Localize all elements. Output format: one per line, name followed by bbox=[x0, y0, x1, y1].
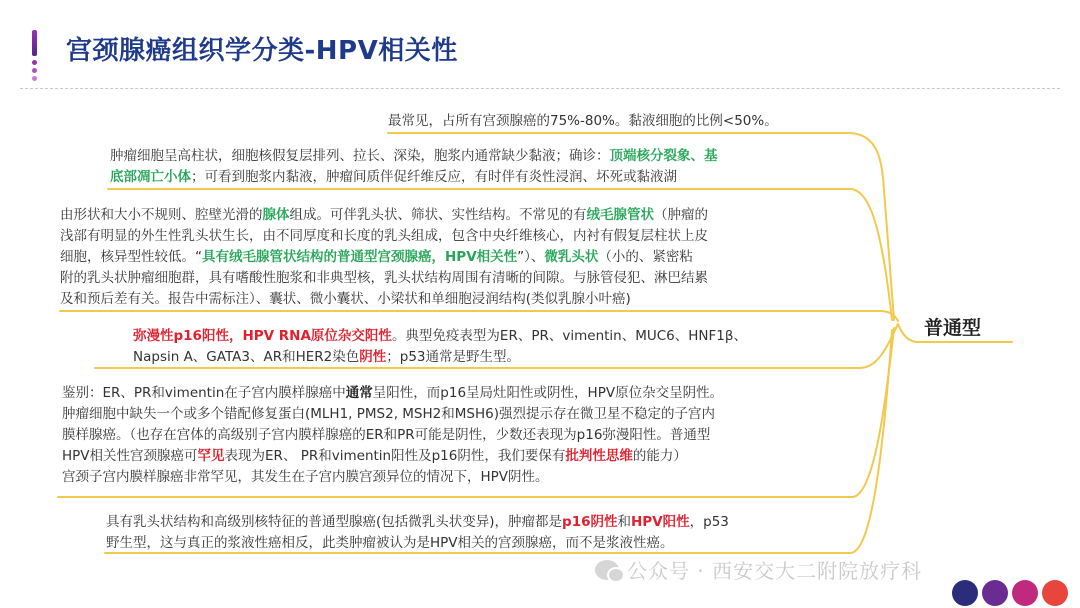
text-run: 。典型免疫表型为ER、PR、vimentin、MUC6、HNF1β、 bbox=[391, 328, 747, 344]
text-run: 肿瘤细胞中缺失一个或多个错配修复蛋白(MLH1, PMS2, MSH2和MSH6)强烈提示存在微卫星不稳定的子宫内 bbox=[62, 406, 715, 422]
text-run: 膜样腺癌。（也存在宫体的高级别子宫内膜样腺癌的ER和PR可能是阴性，少数还表现为p16弥漫阳性。普通型 bbox=[62, 427, 711, 443]
watermark bbox=[595, 555, 922, 584]
text-run: （肿瘤的 bbox=[654, 207, 708, 223]
page-title: 宫颈腺癌组织学分类-HPV相关性 bbox=[66, 36, 458, 66]
text-run: 组成。可伴乳头状、筛状、实性结构。不常见的有 bbox=[289, 207, 587, 223]
branch-text-immunophenotype bbox=[133, 326, 747, 368]
wechat-icon bbox=[595, 560, 619, 580]
papillary-line bbox=[106, 533, 729, 554]
text-run: 由形状和大小不规则、腔壁光滑的 bbox=[60, 207, 263, 223]
text-run: 鉴别：ER、PR和vimentin在子宫内膜样腺癌中 bbox=[62, 385, 346, 401]
highlight-green: 绒毛腺管状 bbox=[586, 207, 654, 223]
text-run: 附的乳头状肿瘤细胞群，具有嗜酸性胞浆和非典型核，乳头状结构周围有清晰的间隙。与脉管侵犯、淋巴结累 bbox=[60, 270, 708, 286]
text-run: ”）、 bbox=[517, 249, 545, 265]
text-run: 浅部有明显的外生性乳头状生长，由不同厚度和长度的乳头组成，包含中央纤维核心，内衬有假复层柱状上皮 bbox=[60, 228, 708, 244]
text-run: Napsin A、GATA3、AR和HER2染色 bbox=[133, 349, 360, 365]
architecture-line bbox=[60, 226, 708, 247]
differential-line bbox=[62, 404, 723, 425]
text-run: 野生型，这与真正的浆液性癌相反，此类肿瘤被认为是HPV相关的宫颈腺癌，而不是浆液性癌。 bbox=[106, 535, 674, 551]
decorative-dot bbox=[1012, 580, 1038, 606]
highlight-green: 腺体 bbox=[262, 207, 290, 223]
text-run: 肿瘤细胞呈高柱状，细胞核假复层排列、拉长、深染，胞浆内通常缺少黏液；确诊： bbox=[110, 148, 610, 164]
text-run: ；p53通常是野生型。 bbox=[386, 349, 520, 365]
text-run: ，p53 bbox=[689, 514, 729, 530]
morphology-line bbox=[110, 167, 718, 188]
branch-text-prevalence bbox=[388, 111, 778, 132]
highlight-red: 罕见 bbox=[197, 448, 225, 464]
text-run: ；可看到胞浆内黏液，肿瘤间质伴促纤维反应，有时伴有炎性浸润、坏死或黏液湖 bbox=[191, 169, 677, 185]
text-run: 的能力） bbox=[632, 448, 687, 464]
text-run: 具有乳头状结构和高级别核特征的普通型腺癌(包括微乳头状变异)，肿瘤都是 bbox=[106, 514, 563, 530]
branch-text-morphology bbox=[110, 146, 718, 188]
text-run: （小的、紧密粘 bbox=[598, 249, 693, 265]
text-run: 表现为ER、 PR和vimentin阳性及p16阴性，我们要保有 bbox=[224, 448, 566, 464]
highlight-red: 弥漫性p16阳性，HPV RNA原位杂交阳性 bbox=[133, 328, 392, 344]
text-run: 宫颈子宫内膜样腺癌非常罕见，其发生在子宫内膜宫颈异位的情况下，HPV阴性。 bbox=[62, 469, 549, 485]
architecture-line bbox=[60, 289, 708, 310]
highlight-red: 批判性思维 bbox=[565, 448, 633, 464]
highlight-green: 具有绒毛腺管状结构的普通型宫颈腺癌，HPV相关性 bbox=[202, 249, 518, 265]
highlight-red: 阴性 bbox=[359, 349, 387, 365]
architecture-line bbox=[60, 268, 708, 289]
branch-text-differential bbox=[62, 383, 723, 488]
differential-line bbox=[62, 467, 723, 488]
decorative-dot bbox=[982, 580, 1008, 606]
highlight-green: 底部凋亡小体 bbox=[110, 169, 191, 185]
immuno-line bbox=[133, 326, 747, 347]
highlight-green: 微乳头状 bbox=[544, 249, 599, 265]
text-run: 呈阳性，而p16呈局灶阳性或阴性，HPV原位杂交呈阴性。 bbox=[372, 385, 724, 401]
architecture-line bbox=[60, 205, 708, 226]
differential-line bbox=[62, 425, 723, 446]
immuno-line bbox=[133, 347, 747, 368]
prevalence-text: 最常见，占所有宫颈腺癌的75%-80%。黏液细胞的比例<50%。 bbox=[388, 113, 778, 129]
highlight-green: 顶端核分裂象、基 bbox=[609, 148, 718, 164]
morphology-line bbox=[110, 146, 718, 167]
highlight-red: HPV阳性 bbox=[631, 514, 690, 530]
watermark-text: 公众号 · 西安交大二附院放疗科 bbox=[627, 559, 923, 583]
papillary-line bbox=[106, 512, 729, 533]
text-run: 及和预后差有关。报告中需标注）、囊状、微小囊状、小梁状和单细胞浸润结构(类似乳腺小叶癌) bbox=[60, 291, 631, 307]
text-run: HPV相关性宫颈腺癌可 bbox=[62, 448, 198, 464]
branch-text-architecture bbox=[60, 205, 708, 310]
highlight-bold: 通常 bbox=[345, 385, 373, 401]
differential-line bbox=[62, 446, 723, 467]
decorative-dot bbox=[952, 580, 978, 606]
text-run: 和 bbox=[617, 514, 631, 530]
mindmap-root-label: 普通型 bbox=[924, 317, 982, 339]
differential-line bbox=[62, 383, 723, 404]
branch-line-3 bbox=[60, 311, 898, 321]
decorative-dot bbox=[1042, 580, 1068, 606]
decorative-dots bbox=[948, 580, 1068, 606]
branch-text-papillary bbox=[106, 512, 729, 554]
architecture-line bbox=[60, 247, 708, 268]
highlight-red: p16阴性 bbox=[562, 514, 618, 530]
text-run: 细胞，核异型性较低。“ bbox=[60, 249, 202, 265]
